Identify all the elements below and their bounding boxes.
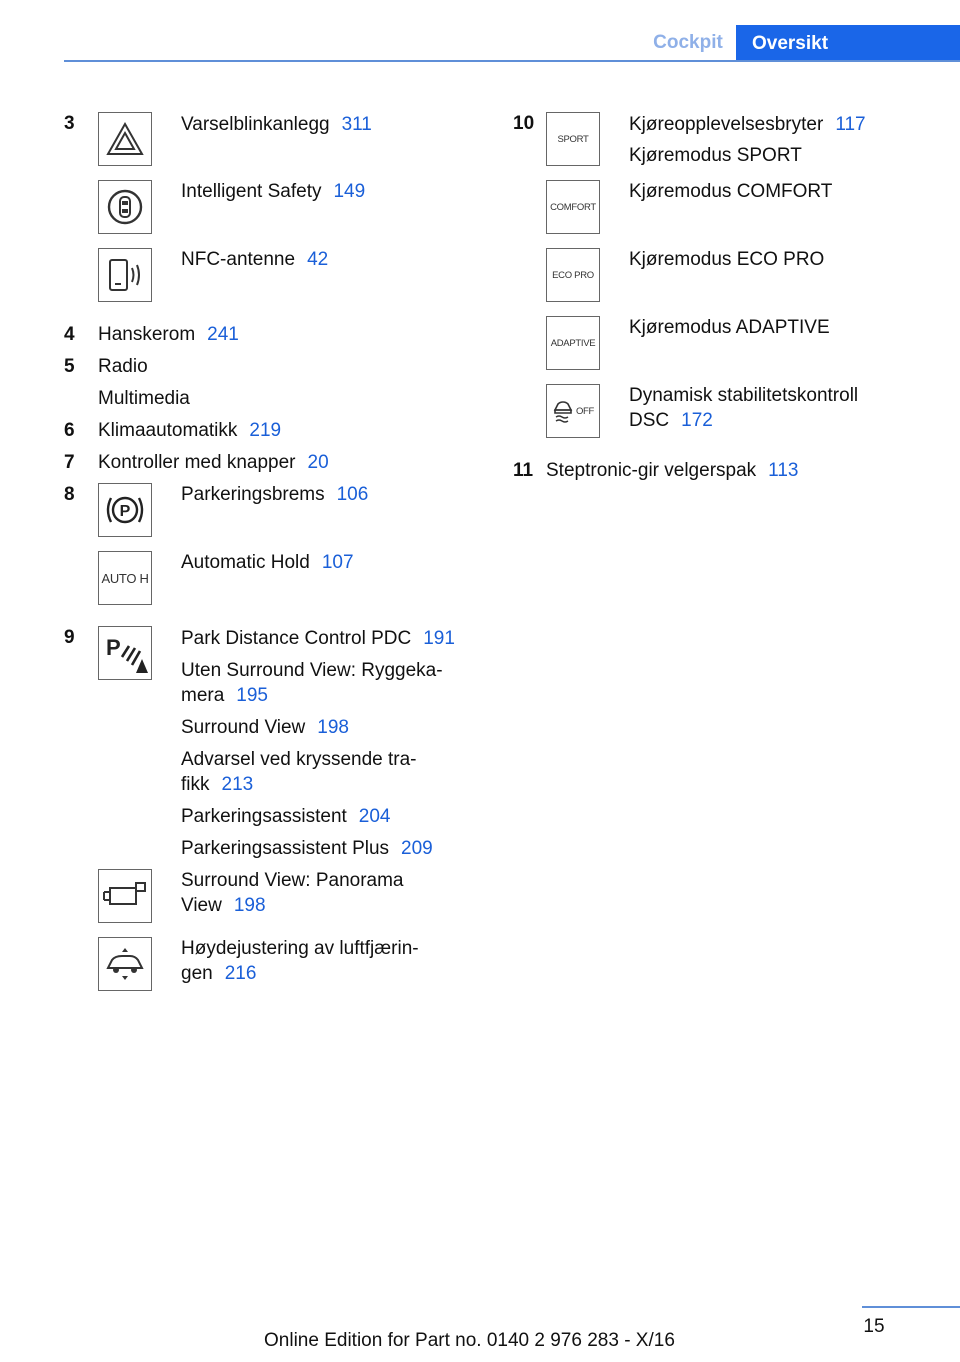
page-number: 15 xyxy=(863,1316,885,1337)
parking-brake-entry: Parkeringsbrems 106 xyxy=(181,484,369,505)
drive-experience-entry: Kjøreopplevelsesbryter 117 xyxy=(629,114,866,135)
page-link[interactable]: 195 xyxy=(236,685,268,706)
climate-entry: Klimaautomatikk 219 xyxy=(98,420,282,441)
adaptive-mode-entry: Kjøremodus ADAPTIVE xyxy=(629,317,830,338)
panorama-entry-line2: View 198 xyxy=(181,895,266,916)
page-link[interactable]: 191 xyxy=(423,628,455,649)
park-assist-entry: Parkeringsassistent 204 xyxy=(181,806,391,827)
footer-rule xyxy=(862,1306,960,1308)
panorama-entry-line1: Surround View: Panorama xyxy=(181,870,404,891)
item-number-7: 7 xyxy=(64,452,75,473)
item-number-9: 9 xyxy=(64,627,75,648)
multimedia-entry: Multimedia xyxy=(98,388,190,409)
item-number-6: 6 xyxy=(64,420,75,441)
dsc-entry-line2: DSC 172 xyxy=(629,410,713,431)
page-link[interactable]: 20 xyxy=(307,452,329,473)
pdc-entry: Park Distance Control PDC 191 xyxy=(181,628,455,649)
nfc-entry: NFC-antenne 42 xyxy=(181,249,329,270)
edition-text: Online Edition for Part no. 0140 2 976 283 - X/16 xyxy=(264,1330,675,1351)
steptronic-entry: Steptronic-gir velgerspak 113 xyxy=(546,460,799,481)
svg-text:P: P xyxy=(106,635,121,660)
page-link[interactable]: 107 xyxy=(321,552,354,573)
dsc-off-icon: OFF xyxy=(546,384,600,438)
item-number-8: 8 xyxy=(64,484,75,505)
surround-view-entry: Surround View 198 xyxy=(181,717,349,738)
page-link[interactable]: 198 xyxy=(233,895,266,916)
page-link[interactable]: 117 xyxy=(835,114,866,135)
hazard-warning-icon xyxy=(98,112,152,166)
page-link[interactable]: 241 xyxy=(207,324,239,345)
item-number-3: 3 xyxy=(64,113,75,134)
dsc-entry-line1: Dynamisk stabilitetskontroll xyxy=(629,385,859,406)
auto-hold-icon: AUTO H xyxy=(98,551,152,605)
page-link[interactable]: 113 xyxy=(768,460,799,481)
safety-entry: Intelligent Safety 149 xyxy=(181,181,366,202)
page-link[interactable]: 172 xyxy=(681,410,713,431)
camera-entry-line1: Uten Surround View: Ryggeka- xyxy=(181,660,443,681)
page-link[interactable]: 216 xyxy=(224,963,257,984)
page-link[interactable]: 106 xyxy=(336,484,369,505)
page-link[interactable]: 219 xyxy=(249,420,282,441)
svg-text:P: P xyxy=(119,503,131,520)
page-link[interactable]: 198 xyxy=(317,717,349,738)
sport-mode-icon: SPORT xyxy=(546,112,600,166)
comfort-mode-icon: COMFORT xyxy=(546,180,600,234)
item-number-4: 4 xyxy=(64,324,75,345)
header-rule xyxy=(64,60,960,62)
radio-entry: Radio xyxy=(98,356,148,377)
auto-hold-entry: Automatic Hold 107 xyxy=(181,552,354,573)
camera-entry-line2: mera 195 xyxy=(181,685,268,706)
air-suspension-entry-line2: gen 216 xyxy=(181,963,257,984)
glovebox-entry: Hanskerom 241 xyxy=(98,324,239,345)
item-number-11: 11 xyxy=(513,460,534,481)
air-suspension-entry-line1: Høydejustering av luftfjærin- xyxy=(181,938,419,959)
page-link[interactable]: 311 xyxy=(341,114,372,135)
page-link[interactable]: 149 xyxy=(333,181,366,202)
cross-traffic-entry-line2: fikk 213 xyxy=(181,774,254,795)
eco-pro-mode-icon: ECO PRO xyxy=(546,248,600,302)
page-link[interactable]: 204 xyxy=(358,806,391,827)
eco-pro-mode-entry: Kjøremodus ECO PRO xyxy=(629,249,825,270)
sport-mode-entry: Kjøremodus SPORT xyxy=(629,145,802,166)
parking-brake-icon xyxy=(98,483,152,537)
page-link[interactable]: 213 xyxy=(221,774,254,795)
header-chapter-tab[interactable]: Oversikt xyxy=(736,25,960,62)
item-number-10: 10 xyxy=(513,113,535,134)
air-suspension-icon xyxy=(98,937,152,991)
item-number-5: 5 xyxy=(64,356,75,377)
page-link[interactable]: 42 xyxy=(307,249,329,270)
nfc-antenna-icon xyxy=(98,248,152,302)
comfort-mode-entry: Kjøremodus COMFORT xyxy=(629,181,833,202)
page-link[interactable]: 209 xyxy=(401,838,433,859)
adaptive-mode-icon: ADAPTIVE xyxy=(546,316,600,370)
controller-entry: Kontroller med knapper 20 xyxy=(98,452,329,473)
header-section-tab[interactable]: Cockpit xyxy=(653,32,723,53)
pdc-icon xyxy=(98,626,152,680)
panorama-view-icon xyxy=(98,869,152,923)
cross-traffic-entry-line1: Advarsel ved kryssende tra- xyxy=(181,749,417,770)
park-assist-plus-entry: Parkeringsassistent Plus 209 xyxy=(181,838,433,859)
hazard-entry: Varselblinkanlegg 311 xyxy=(181,114,372,135)
intelligent-safety-icon xyxy=(98,180,152,234)
